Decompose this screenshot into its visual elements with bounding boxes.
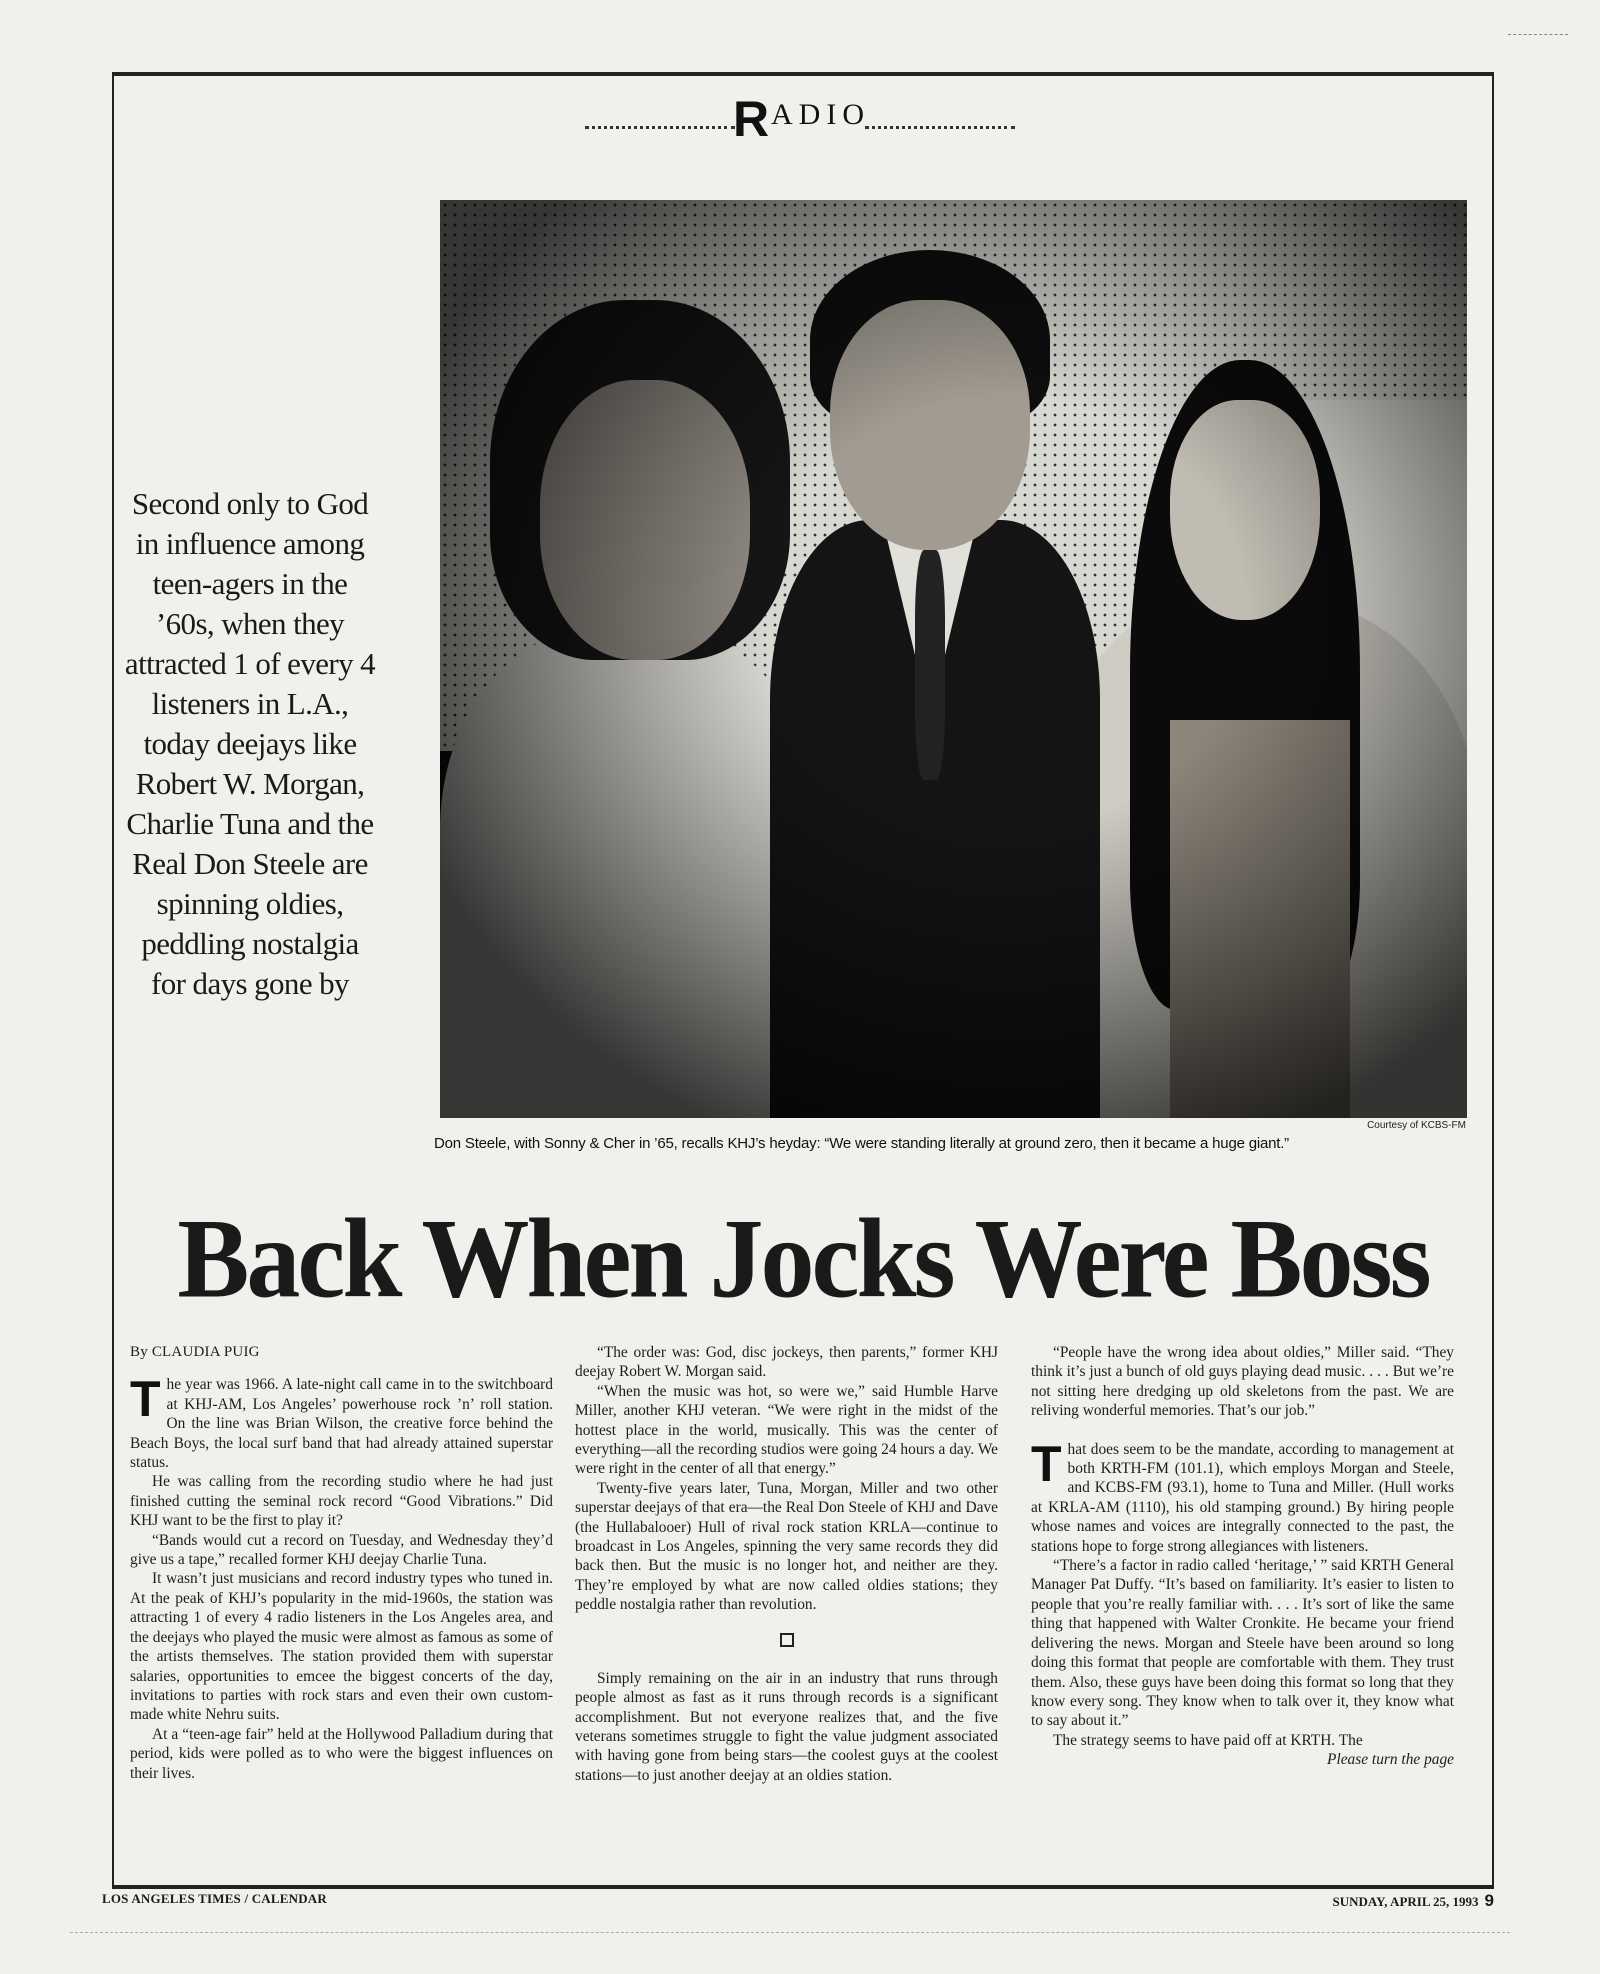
paragraph: “People have the wrong idea about oldies,” Miller said. “They think it’s just a bunch of old guys playing dead music. . . . But we’re not sitting here dredging up old skeletons from the past. We are reliving wonderful memories. That’s our job.” (1031, 1344, 1454, 1420)
dotted-rule-left (585, 126, 735, 129)
lead-text: he year was 1966. A late-night call came in to the switchboard at KHJ-AM, Los Angeles’ powerhouse rock ’n’ roll station. On the line was Brian Wilson, the creative force behind the Beach Boys, the local surf band that had already attained superstar status. (130, 1376, 553, 1472)
page-number: 9 (1484, 1891, 1494, 1910)
paragraph: “Bands would cut a record on Tuesday, and Wednesday they’d give us a tape,” recalled former KHJ deejay Charlie Tuna. (130, 1531, 553, 1569)
section-break-box (780, 1633, 794, 1647)
footer-publication: LOS ANGELES TIMES / CALENDAR (102, 1891, 327, 1906)
section-header (585, 90, 1015, 147)
jump-line: Please turn the page (1327, 1751, 1454, 1769)
section-label: ADIO (771, 98, 870, 131)
footer-date: SUNDAY, APRIL 25, 1993 (1332, 1894, 1479, 1909)
article-column-2 (575, 1343, 998, 1785)
dotted-rule-right (865, 126, 1015, 129)
spacer (1031, 1421, 1454, 1440)
paragraph: Twenty-five years later, Tuna, Morgan, Miller and two other superstar deejays of that era—the Real Don Steele of KHJ and Dave (the Hullabalooer) Hull of rival rock station KRLA—continue to broadcast in Los Angeles, spinning the very same records they did back then. But the music is no longer hot, and neither are they. They’re employed by what are now called oldies stations; they peddle nostalgia rather than revolution. (575, 1479, 998, 1614)
footer-rule (112, 1887, 1494, 1889)
photo (440, 200, 1467, 1118)
paragraph: “The order was: God, disc jockeys, then parents,” former KHJ deejay Robert W. Morgan said. (575, 1344, 998, 1381)
paragraph: At a “teen-age fair” held at the Hollywood Palladium during that period, kids were polled as to who were the biggest influences on their lives. (130, 1725, 553, 1782)
paragraph: He was calling from the recording studio where he had just finished cutting the seminal rock record “Good Vibrations.” Did KHJ want to be the first to play it? (130, 1473, 553, 1530)
paragraph: “When the music was hot, so were we,” said Humble Harve Miller, another KHJ veteran. “We were right in the midst of the hottest place in the world, musically. This was the center of everything—all the recording studios were going 24 hours a day. We were right in the center of all that energy.” (575, 1382, 998, 1478)
photo-caption: Don Steele, with Sonny & Cher in ’65, recalls KHJ’s heyday: “We were standing literally at ground zero, then it became a huge giant.” (434, 1135, 1289, 1152)
dropcap: T (1031, 1435, 1062, 1492)
section-initial: R (733, 91, 770, 147)
footer-date-page (1332, 1891, 1494, 1911)
paragraph: Simply remaining on the air in an industry that runs through people almost as fast as it runs through records is a significant accomplishment. But not everyone realizes that, and the five veterans sometimes struggle to fight the value judgment associated with having gone from being stars—the coolest guys at the coolest stations—to just another deejay at an oldies station. (575, 1669, 998, 1784)
dropcap: T (130, 1371, 161, 1428)
pull-quote: Second only to God in influence among teen-agers in the ’60s, when they attracted 1 of every 4 listeners in L.A., today deejays like Robert W. Morgan, Charlie Tuna and the Real Don Steele are spinning oldies, peddling nostalgia for days gone by (124, 486, 376, 1001)
lead-paragraph (130, 1371, 553, 1472)
article-column-1 (130, 1343, 553, 1783)
byline: By CLAUDIA PUIG (130, 1344, 260, 1360)
scan-edge (70, 1932, 1510, 1933)
photo-vignette (440, 200, 1467, 1118)
paragraph: It wasn’t just musicians and record industry types who tuned in. At the peak of KHJ’s popularity in the mid-1960s, the station was attracting 1 of every 4 radio listeners in the Los Angeles area, and the deejays who played the music were almost as famous as some of the artists themselves. The station provided them with superstar salaries, opportunities to emcee the biggest concerts of the day, invitations to parties with rock stars and even their own custom-made white Nehru suits. (130, 1570, 553, 1724)
headline: Back When Jocks Were Boss (177, 1197, 1429, 1322)
photo-credit: Courtesy of KCBS-FM (1367, 1120, 1466, 1131)
paragraph: “There’s a factor in radio called ‘heritage,’ ” said KRTH General Manager Pat Duffy. “It’s based on familiarity. It’s easier to listen to people that you’re really familiar with. . . . It’s sort of like the same thing that happened with Walter Cronkite. He became your friend delivering the news. Morgan and Steele have been around so long doing this format that people are comfortable with them. They trust them. Also, these guys have been doing this format so long that they know every song. They know when to talk over it, they know what to say about it.” (1031, 1557, 1454, 1730)
paragraph: The strategy seems to have paid off at KRTH. The (1053, 1731, 1363, 1749)
paragraph-text: hat does seem to be the mandate, according to management at both KRTH-FM (101.1), which employs Morgan and Steele, and KCBS-FM (93.1), home to Tuna and Miller. (Hull works at KRLA-AM (1110), his old stamping ground.) By hiring people whose names and voices are integrally connected to the past, the stations hope to forge strong allegiances with listeners. (1031, 1440, 1454, 1555)
crop-mark (1508, 34, 1568, 35)
paragraph (1031, 1435, 1454, 1556)
article-column-3 (1031, 1343, 1454, 1770)
